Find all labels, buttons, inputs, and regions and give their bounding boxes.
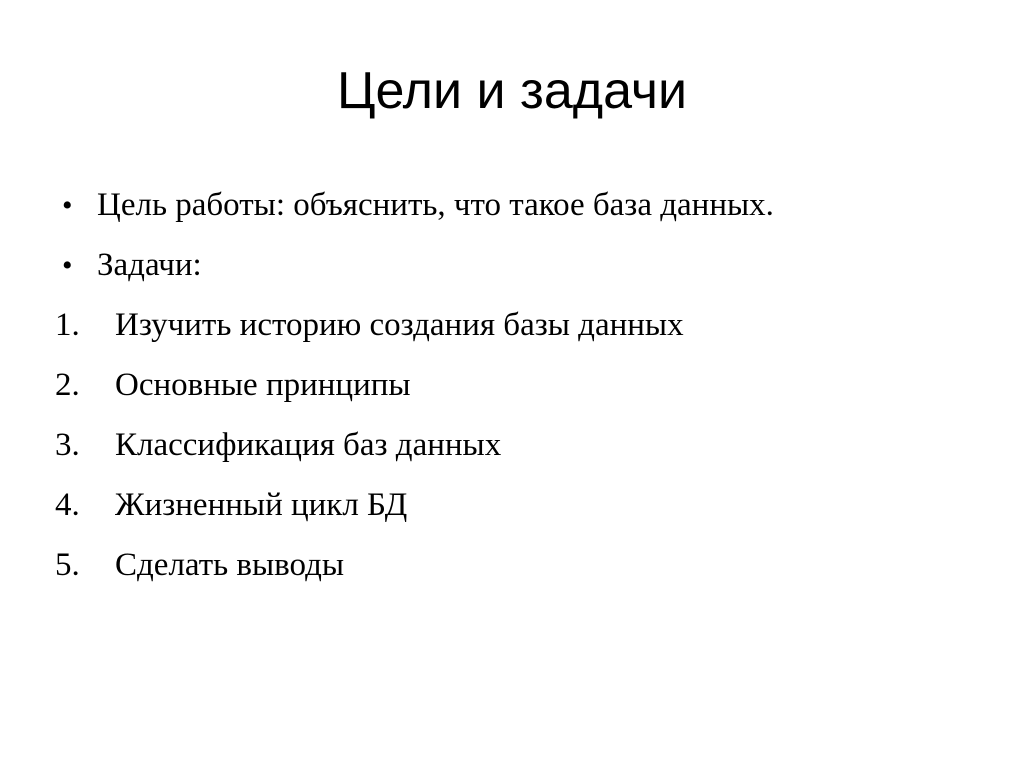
item-number: 5. bbox=[55, 547, 80, 584]
slide-body bbox=[0, 180, 1024, 591]
bullet-icon: • bbox=[62, 249, 73, 283]
bullet-text: Цель работы: объяснить, что такое база данных. bbox=[97, 187, 774, 224]
item-text: Жизненный цикл БД bbox=[115, 487, 408, 524]
bullet-list bbox=[55, 180, 964, 291]
numbered-list bbox=[55, 300, 964, 591]
bullet-item bbox=[55, 180, 964, 231]
item-number: 4. bbox=[55, 487, 80, 524]
item-text: Классификация баз данных bbox=[115, 427, 502, 464]
item-number: 2. bbox=[55, 367, 80, 404]
bullet-icon: • bbox=[62, 189, 73, 223]
bullet-item bbox=[55, 240, 964, 291]
item-text: Сделать выводы bbox=[115, 547, 345, 584]
list-item bbox=[55, 540, 964, 591]
item-text: Основные принципы bbox=[115, 367, 411, 404]
slide-title: Цели и задачи bbox=[336, 62, 687, 120]
item-number: 3. bbox=[55, 427, 80, 464]
list-item bbox=[55, 360, 964, 411]
item-number: 1. bbox=[55, 307, 80, 344]
list-item bbox=[55, 420, 964, 471]
list-item bbox=[55, 300, 964, 351]
bullet-text: Задачи: bbox=[97, 247, 202, 284]
list-item bbox=[55, 480, 964, 531]
item-text: Изучить историю создания базы данных bbox=[115, 307, 684, 344]
